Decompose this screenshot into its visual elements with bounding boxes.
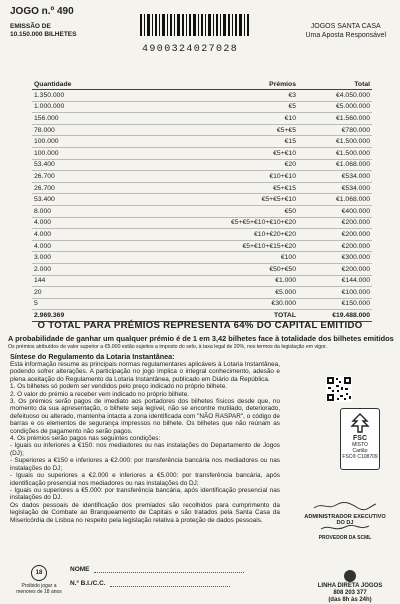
table-row [32, 182, 372, 194]
cell-total: €1.068.000 [298, 159, 372, 171]
provedor-label: PROVEDOR DA SCML [318, 535, 372, 541]
cell-quantity: 100.000 [32, 147, 184, 159]
cell-prize: €30.000 [184, 298, 298, 310]
cell-total: €200.000 [298, 263, 372, 275]
table-row [32, 287, 372, 299]
cell-quantity: 1.350.000 [32, 90, 184, 102]
regulation-paragraph: - Superiores a €150 e inferiores a €2.000: por transferência bancária nos mediadores ou nas instalações do DJ; [10, 457, 280, 472]
regulation-paragraph: - Iguais ou inferiores a €150: nos mediadores ou nas instalações do Departamento de Jogos (DJ); [10, 442, 280, 457]
table-row [32, 205, 372, 217]
cell-total: €5.000.000 [298, 101, 372, 113]
barcode [140, 14, 250, 36]
name-line[interactable] [94, 572, 244, 573]
cell-quantity: 53.400 [32, 194, 184, 206]
helpline-hours: (das 8h às 24h) [328, 597, 372, 603]
cell-prize: €5.000 [184, 287, 298, 299]
fsc-mixed: MISTO [352, 442, 368, 448]
table-row [32, 229, 372, 241]
cell-prize: €5+€5 [184, 124, 298, 136]
cell-total: €4.050.000 [298, 90, 372, 102]
cell-quantity: 78.000 [32, 124, 184, 136]
cell-prize: €10+€20+€20 [184, 229, 298, 241]
cell-quantity: 8.000 [32, 205, 184, 217]
cell-prize: €1.000 [184, 275, 298, 287]
cell-quantity: 156.000 [32, 113, 184, 125]
regulation-paragraph: 2. O valor do prémio a receber vem indicado no próprio bilhete. [10, 390, 190, 398]
headline: O TOTAL PARA PRÉMIOS REPRESENTA 64% DO CAPITAL EMITIDO [37, 320, 363, 331]
table-row [32, 101, 372, 113]
age-warning [14, 565, 64, 595]
qr-code [326, 376, 352, 402]
cell-total: €100.000 [298, 287, 372, 299]
total-label: TOTAL [184, 310, 298, 322]
id-field[interactable] [70, 580, 230, 587]
provedor-signature-mark [315, 523, 375, 533]
helpline-phone: 808 203 377 [333, 590, 367, 596]
table-row [32, 194, 372, 206]
helpline-title: LINHA DIRETA JOGOS [317, 583, 383, 589]
fsc-tree-icon [349, 413, 371, 433]
cell-prize: €5+€10 [184, 147, 298, 159]
emission-line-2: 10.150.000 BILHETES [10, 31, 77, 38]
table-row [32, 159, 372, 171]
cell-quantity: 2.000 [32, 263, 184, 275]
regulation-paragraph: - Iguais ou superiores a €2.000 e inferiores a €5.000: por transferência bancária, após identificação presencial nos mediadores ou nas instalações do DJ; [10, 472, 280, 487]
cell-prize: €3 [184, 90, 298, 102]
cell-total: €400.000 [298, 205, 372, 217]
table-row [32, 113, 372, 125]
table-row [32, 147, 372, 159]
table-row [32, 90, 372, 102]
game-header [10, 6, 76, 39]
fsc-label [340, 408, 380, 470]
cell-total: €200.000 [298, 229, 372, 241]
brand-name: JOGOS SANTA CASA [310, 23, 381, 30]
cell-total: €534.000 [298, 171, 372, 183]
table-row [32, 136, 372, 148]
table-row [32, 298, 372, 310]
provedor-signature [300, 523, 390, 541]
cell-quantity: 20 [32, 287, 184, 299]
cell-quantity: 100.000 [32, 136, 184, 148]
id-label: N.º B.I./C.C. [70, 580, 106, 587]
tax-note: Os prémios atribuídos de valor superior a €5.000 estão sujeitos a imposto do selo, à taxa legal de 20%, nos termos da legislação em vigor. [8, 344, 327, 350]
cell-quantity: 3.000 [32, 252, 184, 264]
table-row [32, 275, 372, 287]
cell-prize: €10 [184, 113, 298, 125]
regulation-text [10, 361, 280, 524]
cell-quantity: 144 [32, 275, 184, 287]
emission-line-1: EMISSÃO DE [10, 23, 51, 30]
cell-quantity: 26.700 [32, 182, 184, 194]
cell-total: €300.000 [298, 252, 372, 264]
cell-prize: €15 [184, 136, 298, 148]
table-row [32, 240, 372, 252]
name-label: NOME [70, 566, 90, 573]
prize-table [32, 80, 372, 322]
cell-total: €200.000 [298, 217, 372, 229]
cell-total: €1.068.000 [298, 194, 372, 206]
col-total: Total [298, 80, 372, 90]
cell-quantity: 5 [32, 298, 184, 310]
name-field[interactable] [70, 566, 244, 573]
table-row [32, 124, 372, 136]
game-number: JOGO n.º 490 [10, 6, 74, 17]
prize-table-body [32, 90, 372, 322]
regulation-paragraph: 4. Os prémios serão pagos nas seguintes condições: [10, 435, 161, 443]
col-prizes: Prémios [184, 80, 298, 90]
cell-total: €780.000 [298, 124, 372, 136]
cell-prize: €5+€5+€10+€10+€20 [184, 217, 298, 229]
cell-prize: €5+€5+€10 [184, 194, 298, 206]
total-amount: €19.488.000 [298, 310, 372, 322]
helpline [310, 570, 390, 604]
regulation-paragraph: Esta informação resume as principais normas regulamentares aplicáveis à Lotaria Instantânea, podendo sofrer alterações. A participação no jogo implica o integral conhecimento, adesão e plena aceitação do Regulamento da Lotaria Instantânea, publicado em Diário da República. [10, 361, 280, 383]
col-quantity: Quantidade [32, 80, 184, 90]
cell-total: €200.000 [298, 240, 372, 252]
cell-prize: €50+€50 [184, 263, 298, 275]
prize-table-header [32, 80, 372, 90]
cell-prize: €5 [184, 101, 298, 113]
cell-total: €534.000 [298, 182, 372, 194]
table-row [32, 171, 372, 183]
regulation-paragraph: - Iguais ou superiores a €5.000: por transferência bancária, após identificação presencial nas instalações do DJ. [10, 486, 280, 502]
cell-prize: €5+€15 [184, 182, 298, 194]
cell-quantity: 53.400 [32, 159, 184, 171]
cell-quantity: 4.000 [32, 229, 184, 241]
admin-label: ADMINISTRADOR EXECUTIVO DO DJ [304, 514, 386, 526]
brand-block [305, 22, 386, 40]
cell-prize: €20 [184, 159, 298, 171]
admin-signature-mark [310, 500, 380, 512]
regulation-paragraph: 1. Os bilhetes só podem ser vendidos pelo preço indicado no próprio bilhete. [10, 383, 228, 391]
fsc-text: FSC [353, 435, 367, 442]
cell-prize: €100 [184, 252, 298, 264]
scml-logo-icon [344, 570, 356, 582]
total-quantity: 2.969.369 [32, 310, 184, 322]
cell-prize: €5+€10+€15+€20 [184, 240, 298, 252]
age-restriction-icon: 18 [31, 565, 47, 581]
regulation-title: Síntese do Regulamento da Lotaria Instantânea: [10, 352, 175, 361]
table-row [32, 263, 372, 275]
fsc-code: FSC® C108709 [342, 454, 378, 460]
cell-total: €150.000 [298, 298, 372, 310]
cell-total: €1.500.000 [298, 147, 372, 159]
cell-quantity: 1.000.000 [32, 101, 184, 113]
age-warning-text: Proibido jogar a menores de 18 anos [16, 583, 62, 595]
table-row [32, 217, 372, 229]
table-row [32, 252, 372, 264]
odds-statement: A probabilidade de ganhar um qualquer prémio é de 1 em 3,42 bilhetes face à totalidade dos bilhetes emitidos [8, 334, 394, 343]
cell-total: €1.500.000 [298, 136, 372, 148]
cell-prize: €10+€10 [184, 171, 298, 183]
emission-label [10, 23, 76, 39]
regulation-paragraph: Os dados pessoais de identificação dos premiados são recolhidos para cumprimento da legislação de Combate ao Branqueamento de Capitais e são tratados pela Santa Casa da Misericórdia de Lisboa no respeito pela legislação relativa à proteção de dados pessoais. [10, 501, 280, 524]
regulation-paragraph: 3. Os prémios serão pagos de imediato aos portadores dos bilhetes físicos desde que, no momento da sua apresentação, o bilhete seja legível, não se encontre mutilado, deteriorado, defeituoso ou alterado, mantenha intacta a zona identificada com "NÃO RASPAR", o código de barras e os elementos de segurança impressos no bilhete. Os bilhetes que não reúnam as condições de pagamento não serão pagos. [10, 398, 280, 435]
cell-total: €144.000 [298, 275, 372, 287]
cell-quantity: 4.000 [32, 217, 184, 229]
serial-number: 4900324027028 [142, 44, 239, 55]
cell-quantity: 26.700 [32, 171, 184, 183]
fsc-carton: Cartão [352, 448, 368, 454]
cell-prize: €50 [184, 205, 298, 217]
cell-total: €1.560.000 [298, 113, 372, 125]
id-line[interactable] [110, 586, 230, 587]
brand-tagline: Uma Aposta Responsável [305, 32, 386, 39]
cell-quantity: 4.000 [32, 240, 184, 252]
